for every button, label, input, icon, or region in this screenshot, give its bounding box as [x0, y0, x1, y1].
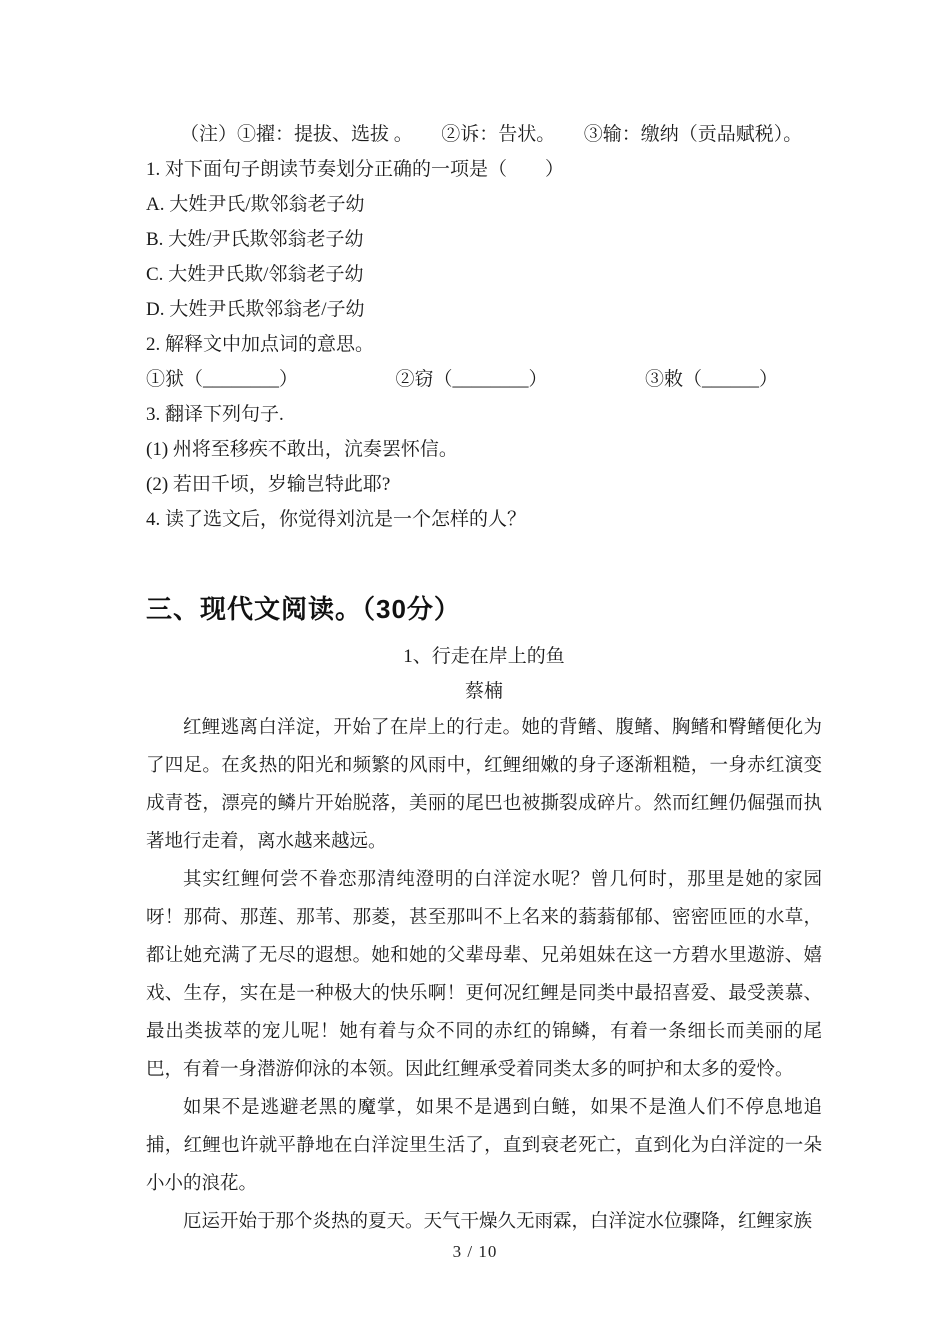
page-number: 3 / 10: [452, 1242, 498, 1261]
passage-paragraph-2: 其实红鲤何尝不眷恋那清纯澄明的白洋淀水呢？曾几何时，那里是她的家园呀！那荷、那莲、那苇、那菱，甚至那叫不上名来的蓊蓊郁郁、密密匝匝的水草，都让她充满了无尽的遐想。她和她的父辈母辈、兄弟姐妹在这一方碧水里遨游、嬉戏、生存，实在是一种极大的快乐啊！更何况红鲤是同类中最招喜爱、最受羡慕、最出类拔萃的宠儿呢！她有着与众不同的赤红的锦鳞，有着一条细长而美丽的尾巴，有着一身潜游仰泳的本领。因此红鲤承受着同类太多的呵护和太多的爱怜。: [146, 870, 822, 1080]
question-2: 2. 解释文中加点词的意思。: [146, 334, 375, 355]
question-2-blanks: [146, 362, 778, 397]
page-content: [146, 117, 822, 1241]
question-3: 3. 翻译下列句子.: [146, 404, 284, 425]
question-3-sentence-1: (1) 州将至移疾不敢出，沆奏罢怀信。: [146, 439, 458, 460]
passage-paragraph-4: 厄运开始于那个炎热的夏天。天气干燥久无雨霖，白洋淀水位骤降，红鲤家族: [183, 1212, 813, 1232]
question-4: 4. 读了选文后，你觉得刘沆是一个怎样的人？: [146, 509, 527, 530]
note-line: （注）①擢：提拔、选拔 。 ②诉：告状。 ③输：缴纳（贡品赋税）。: [180, 124, 803, 145]
blank-3: ③敕（______）: [644, 369, 778, 390]
section-heading: 三、现代文阅读。（30分）: [146, 594, 461, 624]
passage-paragraph-1: 红鲤逃离白洋淀，开始了在岸上的行走。她的背鳍、腹鳍、胸鳍和臀鳍便化为了四足。在炙热的阳光和频繁的风雨中，红鲤细嫩的身子逐渐粗糙，一身赤红演变成青苍，漂亮的鳞片开始脱落，美丽的尾巴也被撕裂成碎片。然而红鲤仍倔强而执著地行走着，离水越来越远。: [146, 718, 822, 852]
question-3-sentence-2: (2) 若田千顷，岁输岂特此耶?: [146, 474, 391, 495]
question-1-option-b: B. 大姓/尹氏欺邻翁老子幼: [146, 229, 364, 250]
blank-2: ②窃（________）: [395, 369, 548, 390]
passage-title: 1、行走在岸上的鱼: [403, 646, 565, 667]
question-1-option-a: A. 大姓尹氏/欺邻翁老子幼: [146, 194, 365, 215]
question-1: 1. 对下面句子朗读节奏划分正确的一项是（ ）: [146, 159, 565, 180]
blank-1: ①狱（________）: [146, 369, 299, 390]
question-1-option-c: C. 大姓尹氏欺/邻翁老子幼: [146, 264, 364, 285]
passage-author: 蔡楠: [464, 681, 503, 702]
passage-body: [146, 709, 822, 1241]
question-1-option-d: D. 大姓尹氏欺邻翁老/子幼: [146, 299, 365, 320]
passage-paragraph-3: 如果不是逃避老黑的魔掌，如果不是遇到白鲢，如果不是渔人们不停息地追捕，红鲤也许就平静地在白洋淀里生活了，直到衰老死亡，直到化为白洋淀的一朵小小的浪花。: [146, 1098, 822, 1194]
